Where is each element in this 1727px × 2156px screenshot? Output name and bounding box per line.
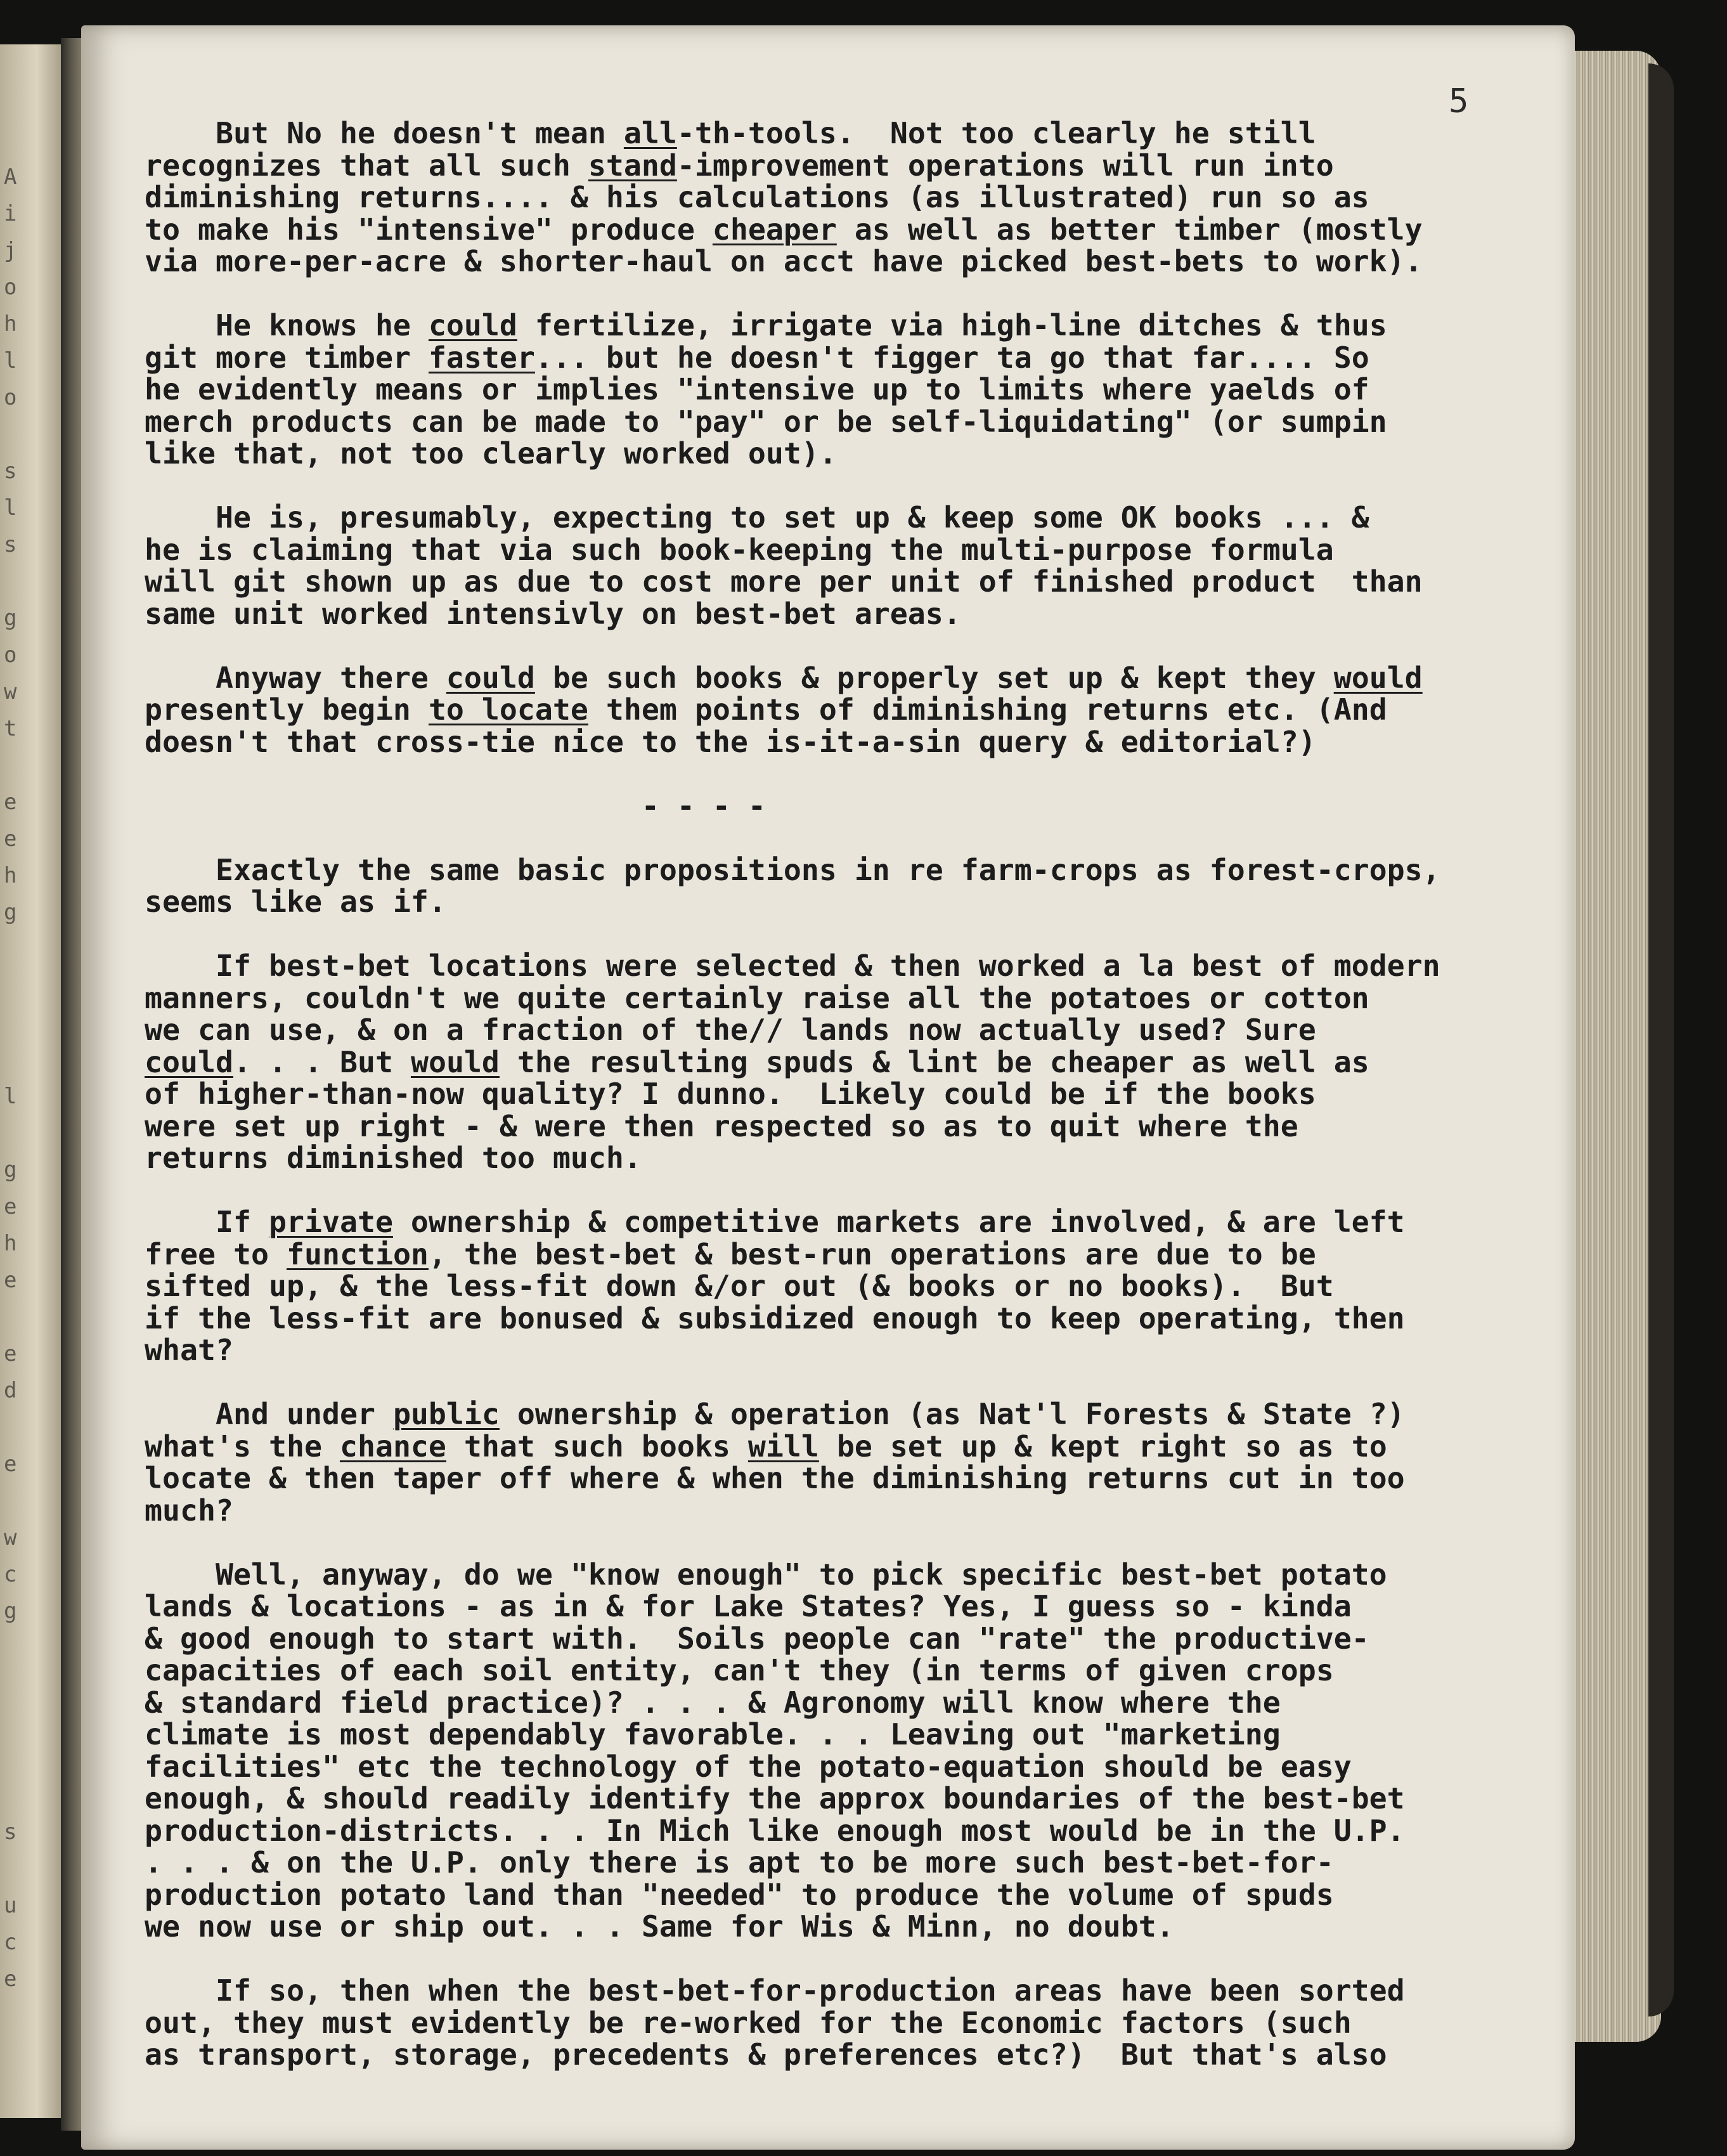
book-cover-edge (1648, 63, 1674, 2016)
text-line (145, 342, 1552, 374)
facing-page-fragment (4, 968, 42, 1004)
text-line (145, 1046, 1552, 1079)
facing-page-fragment: j (4, 238, 17, 263)
text-segment: Exactly the same basic propositions in re farm-crops as forest-crops, (145, 852, 1440, 887)
facing-page-fragment: e (4, 1966, 17, 1992)
facing-page-edge (0, 44, 61, 2118)
text-segment: if the less-fit are bonused & subsidized enough to keep operating, then (145, 1301, 1405, 1335)
facing-page-fragment (4, 1004, 42, 1041)
text-segment: & standard field practice)? . . . & Agronomy will know where the (145, 1685, 1281, 1720)
facing-page-fragment: e (4, 1268, 17, 1293)
text-segment: Well, anyway, do we "know enough" to pick specific best-bet potato (145, 1557, 1387, 1592)
text-line (145, 726, 1552, 758)
text-segment: He knows he (145, 308, 429, 342)
text-segment: If best-bet locations were selected & then worked a la best of modern (145, 949, 1440, 983)
facing-page-text-fragments (4, 159, 42, 1997)
text-segment: will git shown up as due to cost more per unit of finished product than (145, 564, 1423, 599)
text-segment: fertilize, irrigate via high-line ditches & thus (517, 308, 1387, 342)
paragraph (145, 1559, 1552, 1943)
facing-page-fragment (4, 747, 42, 784)
text-segment: locate & then taper off where & when the diminishing returns cut in too (145, 1461, 1405, 1495)
paragraph (145, 662, 1552, 758)
text-line (145, 2007, 1552, 2039)
text-segment: to make his "intensive" produce (145, 212, 713, 247)
paragraph (145, 1398, 1552, 1526)
text-line (145, 1623, 1552, 1655)
text-line (145, 982, 1552, 1015)
paragraph-gap (145, 1943, 1552, 1975)
text-line (145, 181, 1552, 214)
paragraph (145, 950, 1552, 1174)
text-segment: we can use, & on a fraction of the// lands now actually used? Sure (145, 1013, 1316, 1047)
text-line (145, 1751, 1552, 1783)
text-segment: sifted up, & the less-fit down &/or out (& books or no books). But (145, 1269, 1334, 1303)
text-segment: the resulting spuds & lint be cheaper as well as (499, 1044, 1369, 1079)
section-separator (145, 790, 1552, 822)
text-line (145, 1014, 1552, 1046)
facing-page-fragment: l (4, 1084, 17, 1109)
text-line (145, 1975, 1552, 2007)
page-stack-edges (1566, 51, 1661, 2042)
text-segment: . . . & on the U.P. only there is apt to be more such best-bet-for- (145, 1845, 1334, 1880)
text-line (145, 886, 1552, 918)
facing-page-fragment: s (4, 532, 17, 557)
facing-page-fragment: o (4, 642, 17, 668)
underlined-word: faster (428, 340, 535, 375)
facing-page-fragment: l (4, 495, 17, 521)
paragraph (145, 854, 1552, 918)
facing-page-fragment: d (4, 1378, 17, 1403)
text-segment: same unit worked intensivly on best-bet areas. (145, 596, 961, 631)
text-segment: manners, couldn't we quite certainly raise all the potatoes or cotton (145, 980, 1369, 1015)
text-line (145, 1142, 1552, 1174)
text-line (145, 1398, 1552, 1431)
facing-page-fragment: g (4, 606, 17, 631)
text-segment: be set up & kept right so as to (818, 1429, 1387, 1464)
facing-page-fragment (4, 1777, 42, 1814)
typewritten-body (145, 117, 1552, 2071)
text-segment: as well as better timber (mostly (836, 212, 1423, 247)
text-line (145, 950, 1552, 982)
text-line (145, 1431, 1552, 1463)
text-segment: lands & locations - as in & for Lake States? Yes, I guess so - kinda (145, 1589, 1352, 1623)
text-line (145, 694, 1552, 726)
text-segment: merch products can be made to "pay" or be self-liquidating" (or sumpin (145, 404, 1387, 439)
text-segment: that such books (446, 1429, 748, 1464)
paragraph-gap (145, 278, 1552, 310)
paragraph-gap (145, 1174, 1552, 1207)
text-segment: like that, not too clearly worked out). (145, 436, 837, 471)
text-line (145, 790, 1552, 822)
facing-page-fragment (4, 563, 42, 600)
text-segment: recognizes that all such (145, 148, 588, 183)
text-segment: ownership & competitive markets are involved, & are left (392, 1205, 1405, 1239)
text-segment: he evidently means or implies "intensive up to limits where yaelds of (145, 372, 1369, 406)
text-segment: production potato land than "needed" to produce the volume of spuds (145, 1877, 1334, 1912)
facing-page-fragment: s (4, 458, 17, 484)
text-segment: them points of diminishing returns etc. (And (588, 692, 1387, 727)
text-segment: , the best-bet & best-run operations are due to be (428, 1237, 1316, 1271)
text-line (145, 1590, 1552, 1623)
text-line (145, 1815, 1552, 1847)
facing-page-fragment: g (4, 1599, 17, 1624)
text-line (145, 1495, 1552, 1527)
text-line (145, 598, 1552, 630)
facing-page-fragment (4, 1409, 42, 1446)
text-line (145, 1334, 1552, 1367)
underlined-word: function (286, 1237, 429, 1271)
underlined-word: could (428, 308, 517, 342)
paragraph (145, 117, 1552, 278)
text-line (145, 1078, 1552, 1110)
facing-page-fragment (4, 1740, 42, 1777)
facing-page-fragment: e (4, 1194, 17, 1219)
facing-page-fragment: e (4, 789, 17, 815)
text-segment: git more timber (145, 340, 429, 375)
text-line (145, 1654, 1552, 1687)
text-segment: he is claiming that via such book-keeping the multi-purpose formula (145, 532, 1334, 567)
facing-page-fragment: e (4, 1451, 17, 1477)
underlined-word: will (747, 1429, 819, 1464)
text-segment: via more-per-acre & shorter-haul on acct have picked best-bets to work). (145, 244, 1423, 278)
text-segment: -improvement operations will run into (676, 148, 1334, 183)
paragraph (145, 1975, 1552, 2071)
facing-page-fragment: l (4, 348, 17, 373)
text-line (145, 1302, 1552, 1335)
text-segment: If (145, 1205, 269, 1239)
text-line (145, 1206, 1552, 1238)
paragraph-gap (145, 758, 1552, 790)
text-segment: . . . But (233, 1044, 411, 1079)
facing-page-fragment (4, 1483, 42, 1519)
text-segment: we now use or ship out. . . Same for Wis & Minn, no doubt. (145, 1909, 1174, 1944)
text-line (145, 1462, 1552, 1495)
facing-page-fragment: c (4, 1930, 17, 1955)
facing-page-fragment: w (4, 1525, 17, 1550)
facing-page-fragment (4, 1666, 42, 1703)
text-line (145, 2039, 1552, 2071)
paragraph (145, 502, 1552, 630)
page-number: 5 (1449, 82, 1469, 120)
underlined-word: would (1333, 660, 1423, 695)
facing-page-fragment: u (4, 1893, 17, 1918)
facing-page-fragment: t (4, 716, 17, 741)
text-segment: And under (145, 1397, 393, 1431)
underlined-word: cheaper (712, 212, 837, 247)
facing-page-fragment: A (4, 164, 17, 190)
text-line (145, 1847, 1552, 1879)
text-segment: production-districts. . . In Mich like enough most would be in the U.P. (145, 1813, 1405, 1848)
text-segment: seems like as if. (145, 885, 446, 919)
facing-page-fragment: o (4, 275, 17, 300)
text-segment: -th-tools. Not too clearly he still (676, 116, 1316, 150)
text-segment: as transport, storage, precedents & preferences etc?) But that's also (145, 2037, 1387, 2072)
text-segment: what's the (145, 1429, 340, 1464)
facing-page-fragment: o (4, 385, 17, 410)
facing-page-fragment (4, 931, 42, 968)
text-line (145, 1911, 1552, 1943)
text-segment: & good enough to start with. Soils people can "rate" the productive- (145, 1621, 1369, 1656)
text-line (145, 117, 1552, 150)
text-line (145, 502, 1552, 534)
text-line (145, 1783, 1552, 1815)
text-segment: what? (145, 1333, 233, 1367)
paragraph-gap (145, 918, 1552, 951)
facing-page-fragment: h (4, 863, 17, 888)
facing-page-fragment (4, 1850, 42, 1887)
underlined-word: stand (588, 148, 677, 183)
underlined-word: public (392, 1397, 500, 1431)
facing-page-fragment (4, 1299, 42, 1335)
text-segment: doesn't that cross-tie nice to the is-it-a-sin query & editorial?) (145, 724, 1316, 759)
facing-page-fragment (4, 1703, 42, 1740)
text-line (145, 534, 1552, 566)
text-line (145, 566, 1552, 598)
text-line (145, 150, 1552, 182)
underlined-word: could (145, 1044, 233, 1079)
facing-page-fragment: h (4, 1231, 17, 1256)
text-line (145, 1559, 1552, 1591)
text-segment: If so, then when the best-bet-for-production areas have been sorted (145, 1973, 1405, 2008)
text-line (145, 406, 1552, 438)
facing-page-fragment (4, 416, 42, 453)
facing-page-fragment (4, 1041, 42, 1078)
text-segment: free to (145, 1237, 287, 1271)
text-segment: But No he doesn't mean (145, 116, 624, 150)
underlined-word: would (410, 1044, 500, 1079)
text-segment: diminishing returns.... & his calculations (as illustrated) run so as (145, 180, 1369, 214)
text-segment: capacities of each soil entity, can't they (in terms of given crops (145, 1653, 1334, 1687)
text-line (145, 854, 1552, 886)
text-line (145, 1687, 1552, 1719)
text-segment: were set up right - & were then respected so as to quit where the (145, 1108, 1298, 1143)
facing-page-fragment: c (4, 1562, 17, 1587)
text-segment: He is, presumably, expecting to set up & keep some OK books ... & (145, 500, 1369, 535)
text-line (145, 373, 1552, 406)
text-segment: facilities" etc the technology of the potato-equation should be easy (145, 1749, 1352, 1784)
facing-page-fragment: e (4, 826, 17, 852)
text-segment: ... but he doesn't figger ta go that far.... So (534, 340, 1369, 375)
text-line (145, 1879, 1552, 1911)
text-line (145, 1238, 1552, 1271)
text-segment: presently begin (145, 692, 429, 727)
text-segment: ownership & operation (as Nat'l Forests & State ?) (499, 1397, 1405, 1431)
facing-page-fragment (4, 1115, 42, 1152)
underlined-word: all (623, 116, 677, 150)
underlined-word: private (268, 1205, 393, 1239)
paragraph-gap (145, 822, 1552, 854)
text-line (145, 438, 1552, 470)
facing-page-fragment: g (4, 1157, 17, 1183)
facing-page-fragment: g (4, 900, 17, 925)
paragraph (145, 1206, 1552, 1367)
text-segment: be such books & properly set up & kept they (534, 660, 1334, 695)
text-segment: climate is most dependably favorable. . . Leaving out "marketing (145, 1717, 1281, 1751)
facing-page-fragment (4, 1630, 42, 1666)
text-line (145, 245, 1552, 278)
underlined-word: to locate (428, 692, 588, 727)
paragraph-gap (145, 630, 1552, 662)
underlined-word: could (446, 660, 535, 695)
facing-page-fragment: i (4, 201, 17, 226)
text-segment: returns diminished too much. (145, 1141, 642, 1175)
text-line (145, 214, 1552, 246)
facing-page-fragment: e (4, 1341, 17, 1367)
facing-page-fragment: s (4, 1819, 17, 1845)
text-line (145, 662, 1552, 694)
text-line (145, 1110, 1552, 1143)
paragraph-gap (145, 1367, 1552, 1399)
facing-page-fragment: w (4, 679, 17, 705)
text-line (145, 309, 1552, 342)
text-line (145, 1270, 1552, 1302)
paragraph (145, 309, 1552, 470)
text-line (145, 1718, 1552, 1751)
paragraph-gap (145, 470, 1552, 502)
text-segment: out, they must evidently be re-worked for the Economic factors (such (145, 2005, 1352, 2040)
text-segment: - - - - (145, 788, 766, 823)
text-segment: much? (145, 1493, 233, 1528)
facing-page-fragment: h (4, 311, 17, 337)
underlined-word: chance (339, 1429, 446, 1464)
paragraph-gap (145, 1526, 1552, 1559)
text-segment: of higher-than-now quality? I dunno. Likely could be if the books (145, 1077, 1316, 1111)
text-segment: Anyway there (145, 660, 446, 695)
text-segment: enough, & should readily identify the approx boundaries of the best-bet (145, 1781, 1405, 1815)
